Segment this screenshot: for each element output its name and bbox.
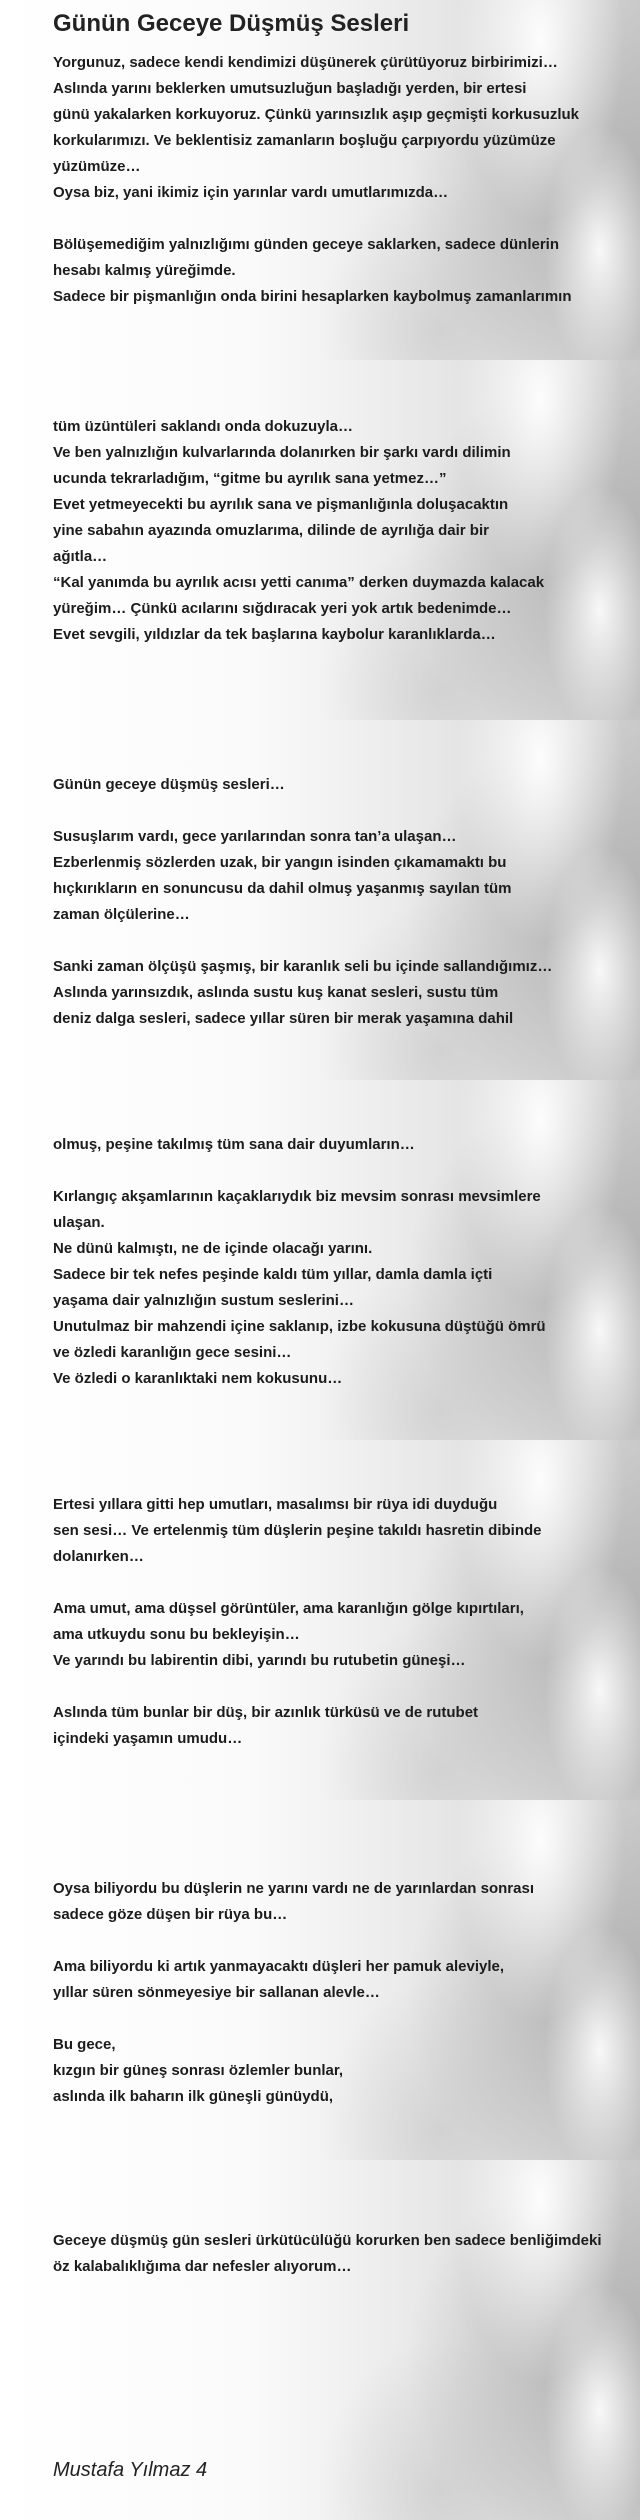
poem-blank-line (53, 206, 633, 232)
poem-panel-4 (0, 1080, 640, 1440)
poem-blank-line (53, 798, 633, 824)
poem-line: Bölüşemediğim yalnızlığımı günden geceye saklarken, sadece dünlerin (53, 236, 560, 253)
poem-line: Kırlangıç akşamlarının kaçaklarıydık biz mevsim sonrası mevsimlere (53, 1188, 541, 1205)
poem-line: Oysa biliyordu bu düşlerin ne yarını vardı ne de yarınlardan sonrası (53, 1880, 534, 1897)
poem-line: Sanki zaman ölçüşü şaşmış, bir karanlık seli bu içinde sallandığımız… (53, 958, 553, 975)
poem-stanza-6 (53, 1876, 633, 2110)
poem-line: zaman ölçülerine… (53, 906, 190, 923)
poem-line: Aslında yarını beklerken umutsuzluğun başladığı yerden, bir ertesi (53, 80, 527, 97)
poem-line: ağıtla… (53, 548, 108, 565)
poem-line: Ama biliyordu ki artık yanmayacaktı düşleri her pamuk aleviyle, (53, 1958, 505, 1975)
poem-stanza-4 (53, 1132, 633, 1392)
poem-line: Ama umut, ama düşsel görüntüler, ama karanlığın gölge kıpırtıları, (53, 1600, 524, 1617)
poem-line: içindeki yaşamın umudu… (53, 1730, 243, 1747)
poem-blank-line (53, 2006, 633, 2032)
poem-line: Ezberlenmiş sözlerden uzak, bir yangın isinden çıkamamaktı bu (53, 854, 507, 871)
poem-line: Unutulmaz bir mahzendi içine saklanıp, izbe kokusuna düştüğü ömrü (53, 1318, 546, 1335)
poem-line: Evet sevgili, yıldızlar da tek başlarına kaybolur karanlıklarda… (53, 626, 496, 643)
poem-blank-line (53, 1928, 633, 1954)
poem-line: yüzümüze… (53, 158, 141, 175)
poem-stanza-3 (53, 772, 633, 1032)
poem-line: Aslında tüm bunlar bir düş, bir azınlık türküsü ve de rutubet (53, 1704, 479, 1721)
poem-line: kızgın bir güneş sonrası özlemler bunlar, (53, 2062, 344, 2079)
poem-line: deniz dalga sesleri, sadece yıllar süren bir merak yaşamına dahil (53, 1010, 514, 1027)
poem-line: Geceye düşmüş gün sesleri ürkütücülüğü korurken ben sadece benliğimdeki (53, 2232, 602, 2249)
poem-blank-line (53, 1674, 633, 1700)
poem-line: Yorgunuz, sadece kendi kendimizi düşünerek çürütüyoruz birbirimizi… (53, 54, 558, 71)
poem-author: Mustafa Yılmaz 4 (53, 2459, 208, 2481)
poem-panel-1 (0, 0, 640, 360)
poem-line: Ve özledi o karanlıktaki nem kokusunu… (53, 1370, 343, 1387)
poem-blank-line (53, 1158, 633, 1184)
poem-line: ama utkuydu sonu bu bekleyişin… (53, 1626, 300, 1643)
poem-stanza-2 (53, 414, 633, 648)
poem-line: yine sabahın ayazında omuzlarıma, dilinde de ayrılığa dair bir (53, 522, 489, 539)
poem-line: ve özledi karanlığın gece sesini… (53, 1344, 292, 1361)
poem-line: hıçkırıkların en sonuncusu da dahil olmuş yaşanmış sayılan tüm (53, 880, 512, 897)
poem-line: Ve ben yalnızlığın kulvarlarında dolanırken bir şarkı vardı dilimin (53, 444, 511, 461)
poem-blank-line (53, 928, 633, 954)
poem-line: sen sesi… Ve ertelenmiş tüm düşlerin peşine takıldı hasretin dibinde (53, 1522, 542, 1539)
poem-stanza-5 (53, 1492, 633, 1752)
poem-title: Günün Geceye Düşmüş Sesleri (53, 10, 410, 37)
poem-panel-5 (0, 1440, 640, 1800)
poem-line: öz kalabalıklığıma dar nefesler alıyorum… (53, 2258, 352, 2275)
poem-panel-3 (0, 720, 640, 1080)
poem-line: Aslında yarınsızdık, aslında sustu kuş kanat sesleri, sustu tüm (53, 984, 499, 1001)
poem-line: Oysa biz, yani ikimiz için yarınlar vardı umutlarımızda… (53, 184, 449, 201)
poem-line: Sadece bir tek nefes peşinde kaldı tüm yıllar, damla damla içti (53, 1266, 493, 1283)
poem-panel-7 (0, 2160, 640, 2520)
poem-line: ulaşan. (53, 1214, 105, 1231)
poem-line: sadece göze düşen bir rüya bu… (53, 1906, 288, 1923)
poem-panel-6 (0, 1800, 640, 2160)
poem-stanza-7 (53, 2228, 633, 2280)
poem-stanza-1 (53, 50, 633, 310)
poem-line: olmuş, peşine takılmış tüm sana dair duyumların… (53, 1136, 415, 1153)
poem-line: korkularımızı. Ve beklentisiz zamanların boşluğu çarpıyordu yüzümüze (53, 132, 556, 149)
poem-line: Ve yarındı bu labirentin dibi, yarındı bu rutubetin güneşi… (53, 1652, 466, 1669)
poem-line: günü yakalarken korkuyoruz. Çünkü yarınsızlık aşıp geçmişti korkusuzluk (53, 106, 580, 123)
poem-line: Bu gece, (53, 2036, 116, 2053)
poem-line: dolanırken… (53, 1548, 144, 1565)
poem-panel-2 (0, 360, 640, 720)
poem-blank-line (53, 1570, 633, 1596)
poem-line: “Kal yanımda bu ayrılık acısı yetti canıma” derken duymazda kalacak (53, 574, 545, 591)
poem-line: Ne dünü kalmıştı, ne de içinde olacağı yarını. (53, 1240, 373, 1257)
poem-line: aslında ilk baharın ilk güneşli günüydü, (53, 2088, 334, 2105)
poem-line: tüm üzüntüleri saklandı onda dokuzuyla… (53, 418, 354, 435)
poem-line: yaşama dair yalnızlığın sustum seslerini… (53, 1292, 354, 1309)
poem-line: Ertesi yıllara gitti hep umutları, masalımsı bir rüya idi duyduğu (53, 1496, 498, 1513)
poem-line: Sadece bir pişmanlığın onda birini hesaplarken kaybolmuş zamanlarımın (53, 288, 572, 305)
poem-line: Evet yetmeyecekti bu ayrılık sana ve pişmanlığınla doluşacaktın (53, 496, 509, 513)
poem-line: ucunda tekrarladığım, “gitme bu ayrılık sana yetmez…” (53, 470, 447, 487)
poem-line: hesabı kalmış yüreğimde. (53, 262, 236, 279)
poem-line: yüreğim… Çünkü acılarını sığdıracak yeri yok artık bedenimde… (53, 600, 512, 617)
poem-line: Susuşlarım vardı, gece yarılarından sonra tan’a ulaşan… (53, 828, 457, 845)
poem-line: yıllar süren sönmeyesiye bir sallanan alevle… (53, 1984, 380, 2001)
poem-line: Günün geceye düşmüş sesleri… (53, 776, 285, 793)
